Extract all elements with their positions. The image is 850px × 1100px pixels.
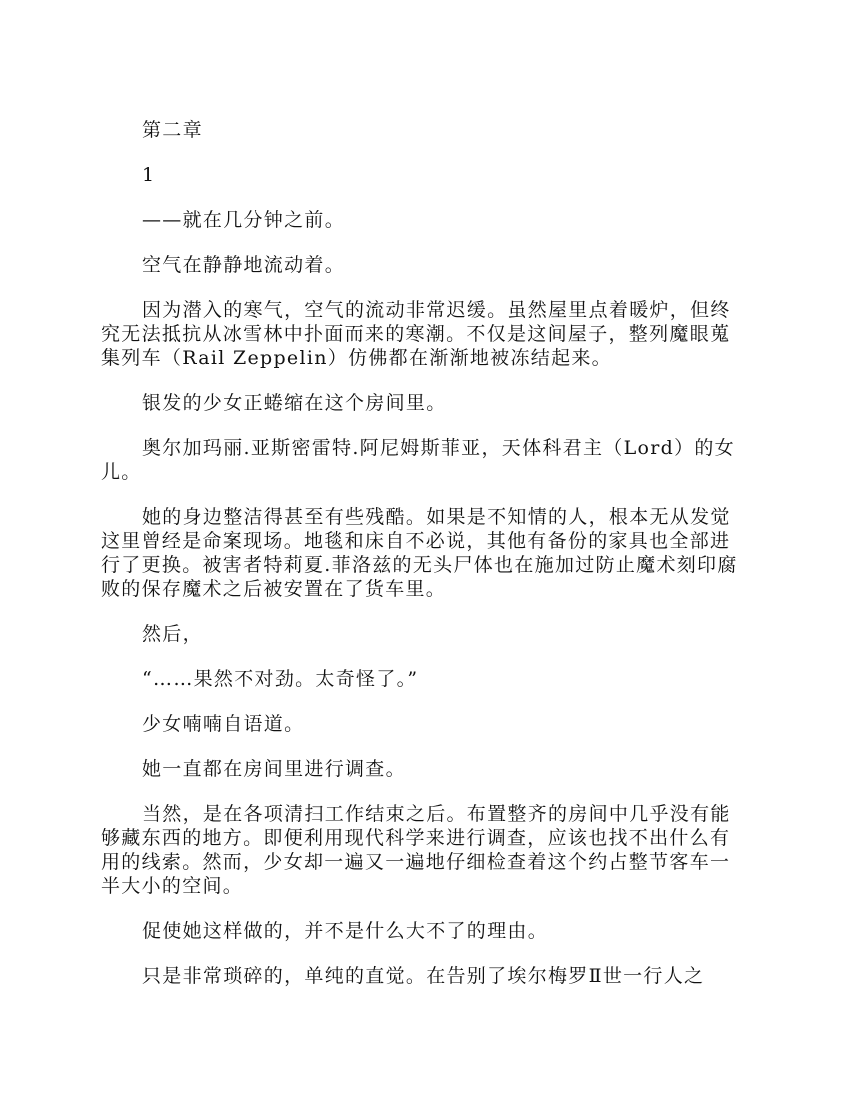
paragraph: 银发的少女正蜷缩在这个房间里。 bbox=[142, 392, 447, 414]
chapter-heading: 第二章 bbox=[142, 119, 203, 141]
dialogue-line: “……果然不对劲。太奇怪了。” bbox=[142, 668, 419, 690]
paragraph: ——就在几分钟之前。 bbox=[142, 209, 346, 231]
paragraph: 少女喃喃自语道。 bbox=[142, 713, 305, 735]
paragraph: 只是非常琐碎的，单纯的直觉。在告别了埃尔梅罗Ⅱ世一行人之 bbox=[142, 965, 705, 987]
section-number: 1 bbox=[142, 164, 156, 186]
paragraph: 奥尔加玛丽.亚斯密雷特.阿尼姆斯菲亚，天体科君主（Lord）的女儿。 bbox=[101, 437, 735, 483]
document-body bbox=[101, 118, 749, 1009]
paragraph: 因为潜入的寒气，空气的流动非常迟缓。虽然屋里点着暖炉，但终究无法抵抗从冰雪林中扑面而来的寒潮。不仅是这间屋子，整列魔眼蒐集列车（Rail Zeppelin）仿佛都在渐渐地被冻结起来。 bbox=[101, 299, 731, 369]
paragraph: 空气在静静地流动着。 bbox=[142, 254, 346, 276]
paragraph: 促使她这样做的，并不是什么大不了的理由。 bbox=[142, 920, 549, 942]
paragraph: 当然，是在各项清扫工作结束之后。布置整齐的房间中几乎没有能够藏东西的地方。即便利用现代科学来进行调查，应该也找不出什么有用的线索。然而，少女却一遍又一遍地仔细检查着这个约占整节客车一半大小的空间。 bbox=[101, 803, 731, 897]
paragraph: 她一直都在房间里进行调查。 bbox=[142, 758, 406, 780]
paragraph: 然后， bbox=[142, 623, 203, 645]
paragraph: 她的身边整洁得甚至有些残酷。如果是不知情的人，根本无从发觉这里曾经是命案现场。地毯和床自不必说，其他有备份的家具也全部进行了更换。被害者特莉夏.菲洛兹的无头尸体也在施加过防止魔术刻印腐败的保存魔术之后被安置在了货车里。 bbox=[101, 506, 738, 600]
